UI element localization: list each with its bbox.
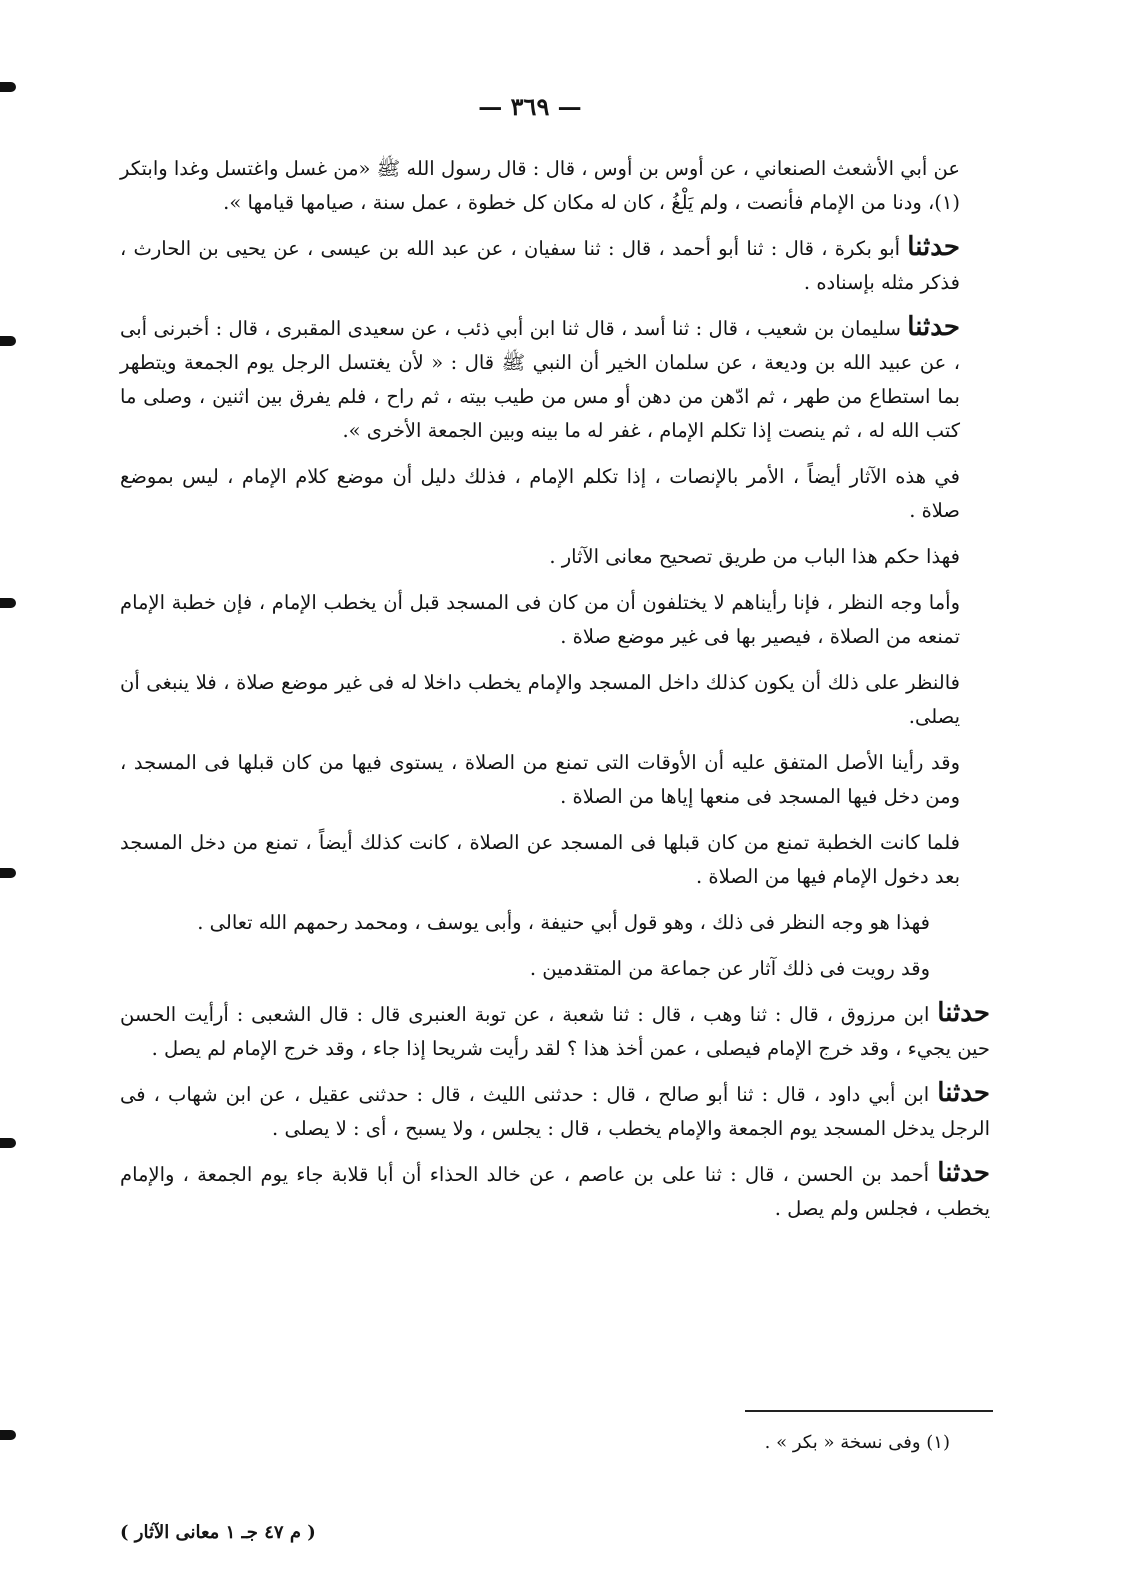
paragraph — [120, 1156, 990, 1226]
scan-edge-mark — [0, 868, 16, 878]
paragraph-text: فهذا حكم هذا الباب من طريق تصحيح معانى الآثار . — [549, 545, 960, 568]
footnote: (١) وفى نسخة « بكر » . — [764, 1432, 950, 1453]
paragraph — [120, 1076, 990, 1146]
paragraph-text: أحمد بن الحسن ، قال : ثنا على بن عاصم ، عن خالد الحذاء أن أبا قلابة جاء يوم الجمعة ، والإمام يخطب ، فجلس ولم يصل . — [120, 1163, 990, 1220]
scan-edge-mark — [0, 1430, 16, 1440]
hadith-lead: حدثنا — [937, 1078, 990, 1108]
paragraph — [120, 904, 990, 940]
paragraph — [120, 744, 990, 814]
paragraph — [120, 584, 990, 654]
scan-edge-mark — [0, 336, 16, 346]
paragraph-text: فهذا هو وجه النظر فى ذلك ، وهو قول أبي حنيفة ، وأبى يوسف ، ومحمد رحمهم الله تعالى . — [197, 911, 930, 934]
hadith-lead: حدثنا — [937, 1158, 990, 1188]
page-number: — ٣٦٩ — — [478, 92, 582, 121]
hadith-lead: حدثنا — [907, 312, 960, 342]
paragraph-text: فلما كانت الخطبة تمنع من كان قبلها فى المسجد عن الصلاة ، كانت كذلك أيضاً ، تمنع من دخل المسجد بعد دخول الإمام فيها من الصلاة . — [120, 831, 960, 888]
paragraph-text: وقد رأينا الأصل المتفق عليه أن الأوقات التى تمنع من الصلاة ، يستوى فيها من كان قبلها فى المسجد ، ومن دخل فيها المسجد فى منعها إياها من الصلاة . — [120, 751, 960, 808]
paragraph — [120, 230, 990, 300]
paragraph — [120, 824, 990, 894]
paragraph-text: سليمان بن شعيب ، قال : ثنا أسد ، قال ثنا ابن أبي ذئب ، عن سعيدى المقبرى ، قال : أخبرنى أبى ، عن عبيد الله بن وديعة ، عن سلمان الخير أن النبي ﷺ قال : « لأن يغتسل الرجل يوم الجمعة ويتطهر بما استطاع من طهر ، ثم ادّهن من دهن أو مس من طيب بيته ، ثم راح ، فلم يفرق بين اثنين ، وصلى ما كتب الله له ، ثم ينصت إذا تكلم الإمام ، غفر له ما بينه وبين الجمعة الأخرى ». — [120, 317, 960, 442]
paragraph — [120, 458, 990, 528]
scan-edge-mark — [0, 82, 16, 92]
paragraph — [120, 150, 990, 220]
paragraph-text: عن أبي الأشعث الصنعاني ، عن أوس بن أوس ، قال : قال رسول الله ﷺ «من غسل واغتسل وغدا وابتكر (١)، ودنا من الإمام فأنصت ، ولم يَلْغُ ، كان له مكان كل خطوة ، عمل سنة ، صيامها قيامها ». — [120, 157, 960, 214]
paragraph-text: ابن أبي داود ، قال : ثنا أبو صالح ، قال : حدثنى الليث ، قال : حدثنى عقيل ، عن ابن شهاب ، فى الرجل يدخل المسجد يوم الجمعة والإمام يخطب ، قال : يجلس ، ولا يسبح ، أى : لا يصلى . — [120, 1083, 990, 1140]
paragraph-text: وأما وجه النظر ، فإنا رأيناهم لا يختلفون أن من كان فى المسجد قبل أن يخطب الإمام ، فإن خطبة الإمام تمنعه من الصلاة ، فيصير بها فى غير موضع صلاة . — [120, 591, 960, 648]
paragraph-text: وقد رويت فى ذلك آثار عن جماعة من المتقدمين . — [529, 957, 930, 980]
paragraph — [120, 310, 990, 448]
paragraph — [120, 996, 990, 1066]
paragraph-text: فالنظر على ذلك أن يكون كذلك داخل المسجد والإمام يخطب داخلا له فى غير موضع صلاة ، فلا ينبغى أن يصلى. — [120, 671, 960, 728]
hadith-lead: حدثنا — [937, 998, 990, 1028]
paragraph-text: ابن مرزوق ، قال : ثنا وهب ، قال : ثنا شعبة ، عن توبة العنبرى قال : قال الشعبى : أرأيت الحسن حين يجيء ، وقد خرج الإمام فيصلى ، عمن أخذ هذا ؟ لقد رأيت شريحا إذا جاء ، وقد خرج الإمام لم يصل . — [120, 1003, 990, 1060]
page-body — [120, 150, 990, 1236]
paragraph-text: في هذه الآثار أيضاً ، الأمر بالإنصات ، إذا تكلم الإمام ، فذلك دليل أن موضع كلام الإمام ، ليس بموضع صلاة . — [120, 465, 960, 522]
paragraph — [120, 664, 990, 734]
paragraph-text: أبو بكرة ، قال : ثنا أبو أحمد ، قال : ثنا سفيان ، عن عبد الله بن عيسى ، عن يحيى بن الحارث ، فذكر مثله بإسناده . — [120, 237, 960, 294]
scan-edge-mark — [0, 1138, 16, 1148]
page-signature: ( م ٤٧ جـ ١ معانى الآثار ) — [120, 1522, 316, 1543]
scan-edge-mark — [0, 598, 16, 608]
footnote-divider — [745, 1410, 993, 1412]
paragraph — [120, 538, 990, 574]
hadith-lead: حدثنا — [907, 232, 960, 262]
paragraph — [120, 950, 990, 986]
